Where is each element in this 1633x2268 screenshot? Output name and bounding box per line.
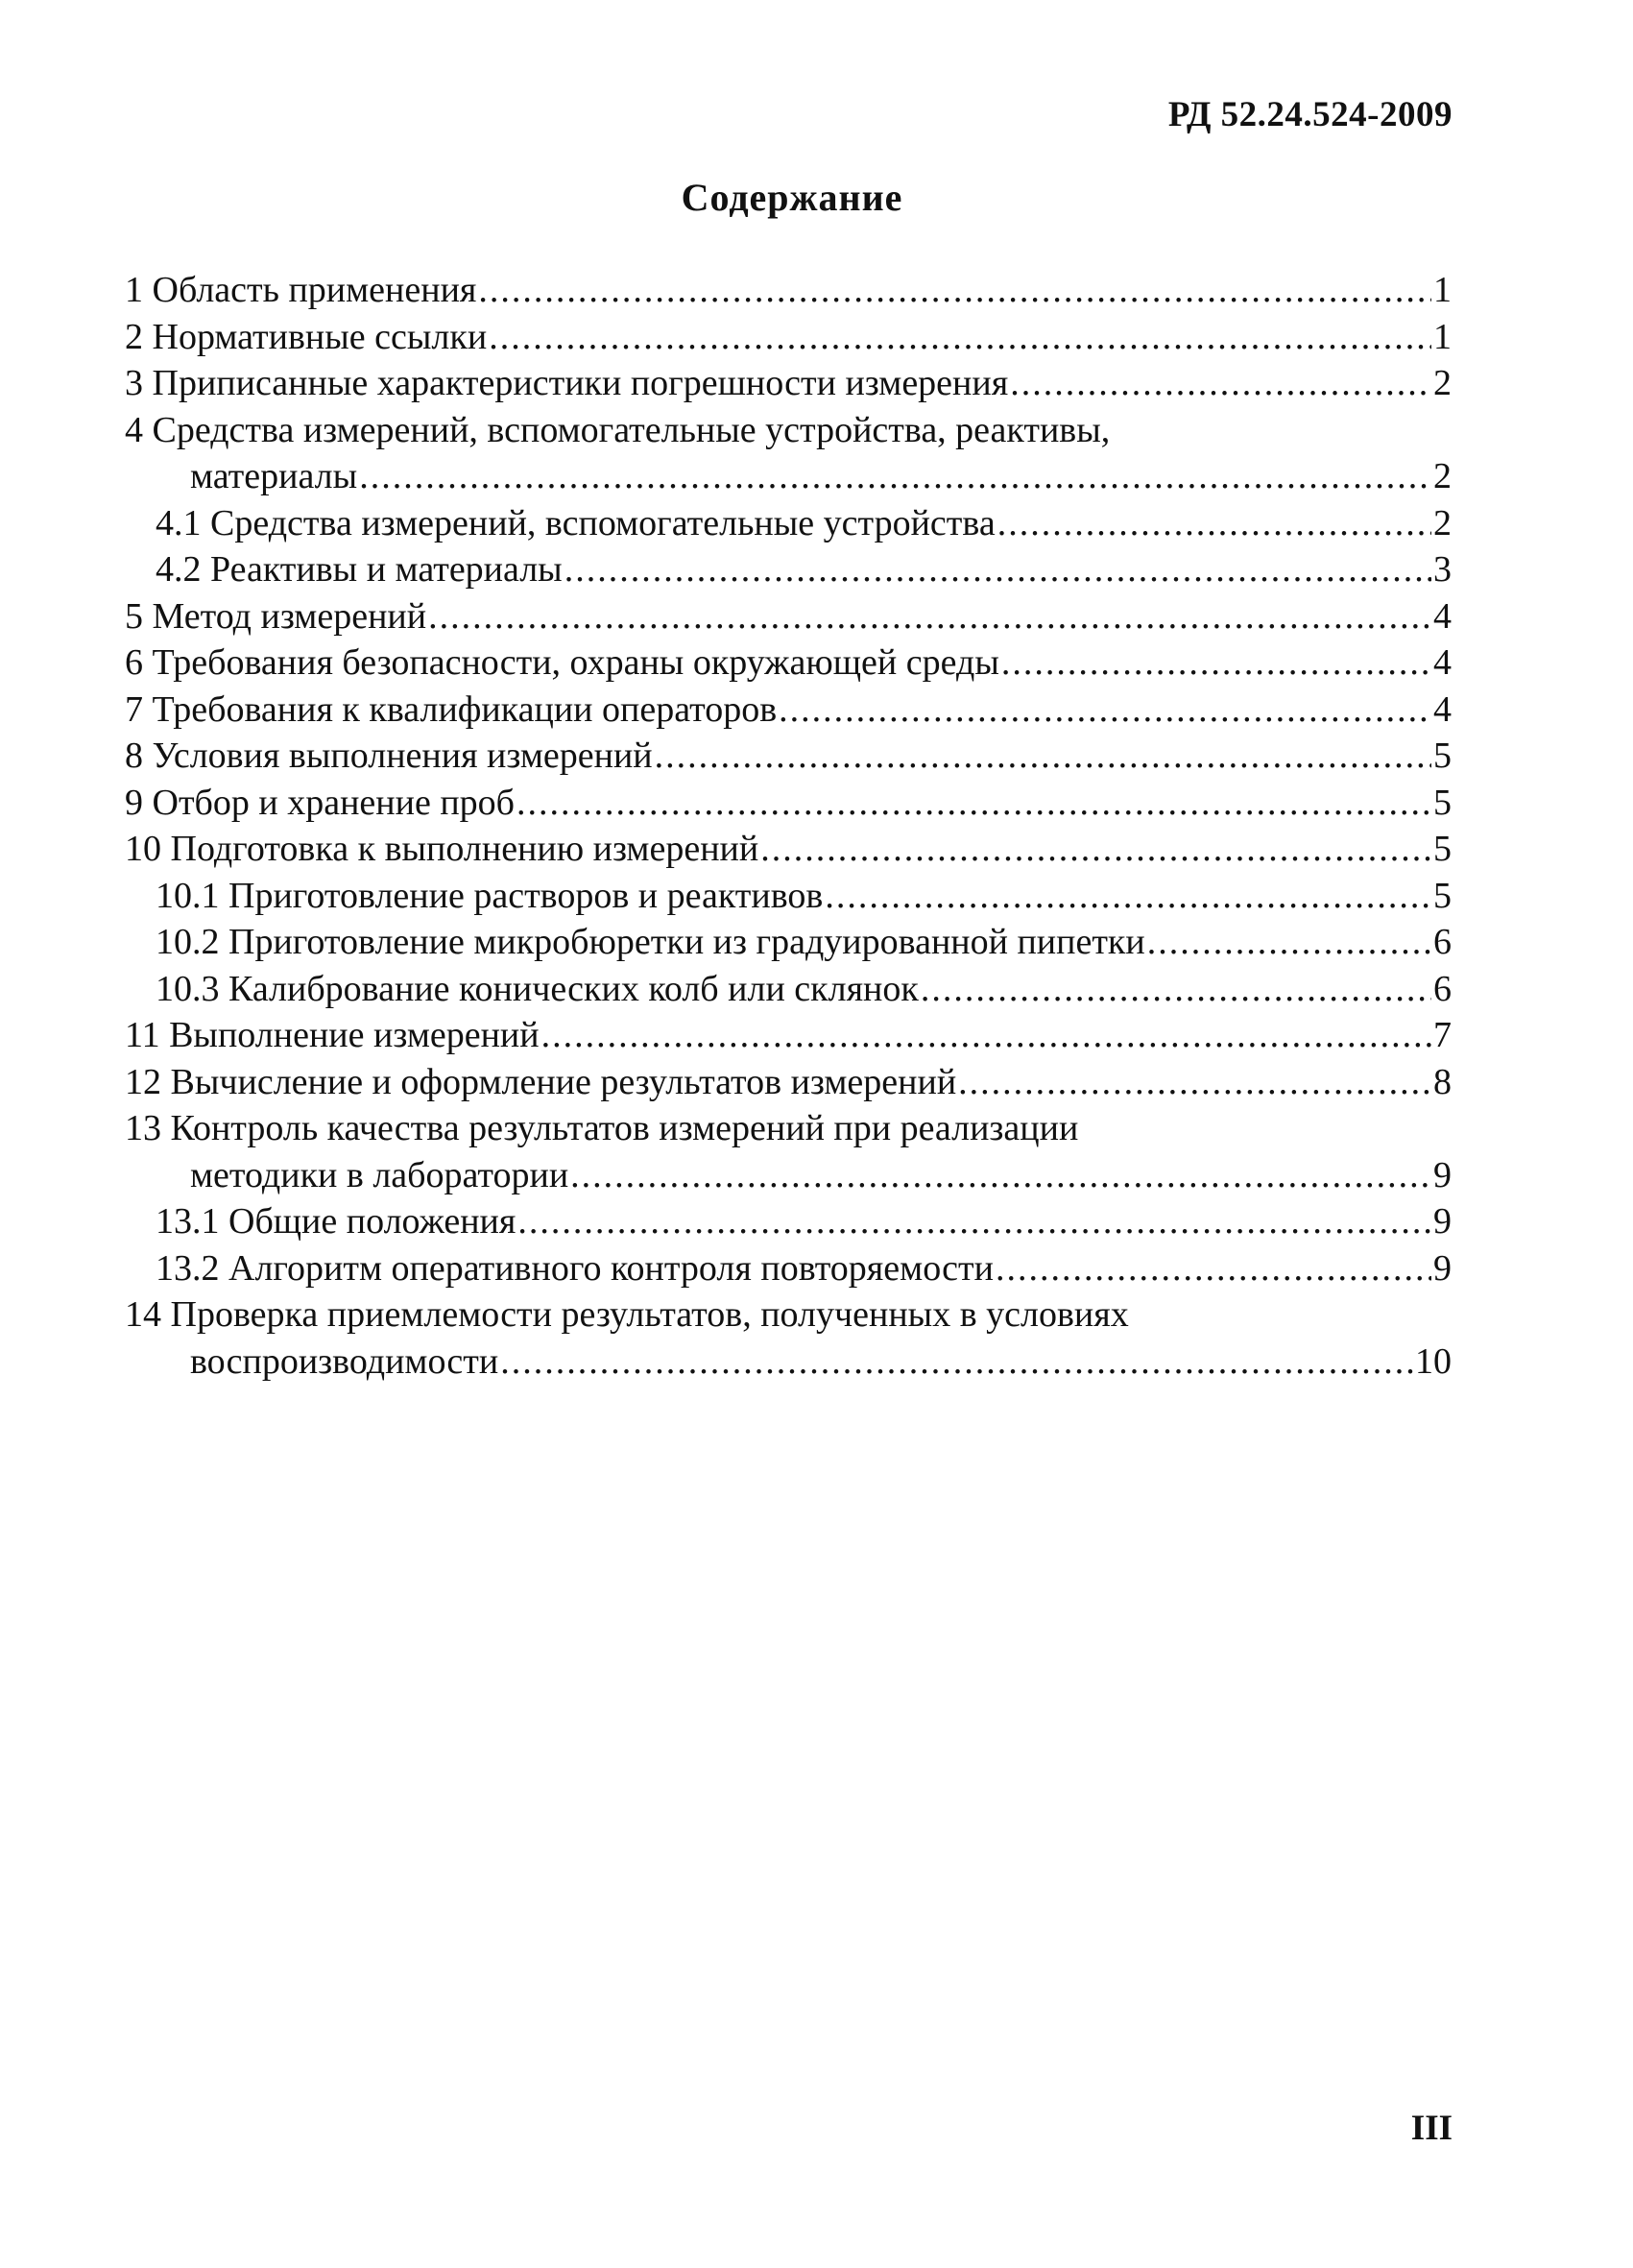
toc-subentry (125, 966, 1452, 1013)
toc-subentry (125, 1245, 1452, 1292)
toc-dot-leader (1010, 360, 1431, 407)
toc-entry-page: 4 (1433, 595, 1452, 637)
toc-entry-page: 6 (1433, 922, 1452, 962)
toc-dot-leader (997, 500, 1431, 547)
toc-dot-leader (564, 546, 1431, 593)
toc-entry-page: 9 (1433, 1201, 1452, 1242)
toc-entry-text: 4 Средства измерений, вспомогательные устройства, реактивы, (125, 409, 1111, 450)
toc-subentry (125, 873, 1452, 920)
toc-entry-page: 8 (1433, 1061, 1452, 1102)
toc-entry (125, 687, 1452, 734)
toc-entry-text: 10.2 Приготовление микробюретки из градуированной пипетки (156, 922, 1145, 962)
toc-entry-heading (125, 1291, 1452, 1339)
toc-entry-page: 2 (1433, 502, 1452, 543)
toc-entry-page: 2 (1433, 456, 1452, 496)
toc-entry-text: 10.3 Калибрование конических колб или склянок (156, 968, 919, 1009)
toc-entry-text: 8 Условия выполнения измерений (125, 736, 653, 776)
toc-entry-continuation (125, 1339, 1452, 1386)
toc-entry-page: 1 (1433, 316, 1452, 357)
toc-entry (125, 1059, 1452, 1106)
toc-dot-leader (760, 826, 1431, 873)
toc-entry (125, 360, 1452, 407)
toc-subentry (125, 919, 1452, 966)
toc-dot-leader (655, 733, 1431, 780)
toc-entry-page: 5 (1433, 875, 1452, 916)
toc-dot-leader (478, 267, 1431, 314)
toc-entry-text: 14 Проверка приемлемости результатов, полученных в условиях (125, 1294, 1129, 1335)
toc-entry-heading (125, 407, 1452, 454)
toc-entry-page: 5 (1433, 829, 1452, 869)
toc-dot-leader (1147, 919, 1431, 966)
toc-entry-text: 5 Метод измерений (125, 595, 427, 637)
toc-subentry (125, 1198, 1452, 1245)
toc-entry-page: 6 (1433, 968, 1452, 1009)
toc-dot-leader (825, 873, 1431, 920)
toc-entry (125, 639, 1452, 687)
document-code: РД 52.24.524-2009 (1167, 95, 1453, 134)
toc-entry-page: 2 (1433, 363, 1452, 403)
toc-dot-leader (428, 593, 1431, 640)
toc-entry-text: воспроизводимости (190, 1340, 499, 1382)
toc-subentry (125, 546, 1452, 593)
toc-dot-leader (500, 1339, 1413, 1386)
toc-entry-page: 3 (1433, 549, 1452, 590)
toc-dot-leader (517, 1198, 1431, 1245)
toc-subentry (125, 500, 1452, 547)
toc-entry-text: 2 Нормативные ссылки (125, 316, 488, 357)
toc-entry (125, 314, 1452, 361)
toc-entry-text: 10.1 Приготовление растворов и реактивов (156, 875, 824, 916)
toc-dot-leader (996, 1245, 1431, 1292)
toc-entry-text: 10 Подготовка к выполнению измерений (125, 829, 759, 869)
toc-entry-text: 13.2 Алгоритм оперативного контроля повторяемости (156, 1247, 994, 1289)
toc-entry-page: 4 (1433, 642, 1452, 683)
toc-entry (125, 1012, 1452, 1059)
toc-entry-page: 10 (1415, 1340, 1452, 1382)
toc-entry-text: 11 Выполнение измерений (125, 1015, 540, 1055)
toc-entry-continuation (125, 453, 1452, 500)
toc-dot-leader (779, 687, 1431, 734)
toc-entry-text: материалы (190, 456, 358, 496)
toc-entry-text: 13.1 Общие положения (156, 1201, 516, 1242)
toc-entry (125, 593, 1452, 640)
toc-dot-leader (958, 1059, 1431, 1106)
toc-entry (125, 780, 1452, 827)
toc-entry-text: 13 Контроль качества результатов измерений при реализации (125, 1108, 1079, 1148)
page-number: III (1410, 2109, 1453, 2148)
toc-entry-text: 1 Область применения (125, 270, 477, 310)
toc-entry-text: 6 Требования безопасности, охраны окружающей среды (125, 642, 999, 683)
toc-entry-page: 5 (1433, 736, 1452, 776)
table-of-contents (125, 267, 1452, 1385)
toc-dot-leader (516, 780, 1431, 827)
toc-entry-heading (125, 1105, 1452, 1152)
toc-entry-text: методики в лаборатории (190, 1154, 569, 1195)
toc-entry-page: 9 (1433, 1154, 1452, 1195)
toc-entry-text: 4.2 Реактивы и материалы (156, 549, 563, 590)
toc-entry-text: 7 Требования к квалификации операторов (125, 688, 778, 730)
toc-title: Содержание (681, 176, 903, 219)
toc-dot-leader (570, 1152, 1431, 1199)
toc-dot-leader (541, 1012, 1431, 1059)
toc-entry (125, 826, 1452, 873)
toc-dot-leader (359, 453, 1431, 500)
toc-entry-text: 4.1 Средства измерений, вспомогательные устройства (156, 502, 996, 543)
toc-dot-leader (489, 314, 1431, 361)
toc-entry-page: 7 (1433, 1015, 1452, 1055)
toc-entry (125, 733, 1452, 780)
toc-entry-page: 4 (1433, 688, 1452, 730)
toc-dot-leader (921, 966, 1431, 1013)
toc-entry-page: 5 (1433, 782, 1452, 823)
toc-entry-continuation (125, 1152, 1452, 1199)
toc-entry-page: 9 (1433, 1247, 1452, 1289)
toc-dot-leader (1001, 639, 1431, 687)
toc-entry (125, 267, 1452, 314)
toc-entry-text: 3 Приписанные характеристики погрешности измерения (125, 363, 1009, 403)
toc-entry-page: 1 (1433, 270, 1452, 310)
toc-entry-text: 9 Отбор и хранение проб (125, 782, 515, 823)
toc-entry-text: 12 Вычисление и оформление результатов измерений (125, 1061, 957, 1102)
